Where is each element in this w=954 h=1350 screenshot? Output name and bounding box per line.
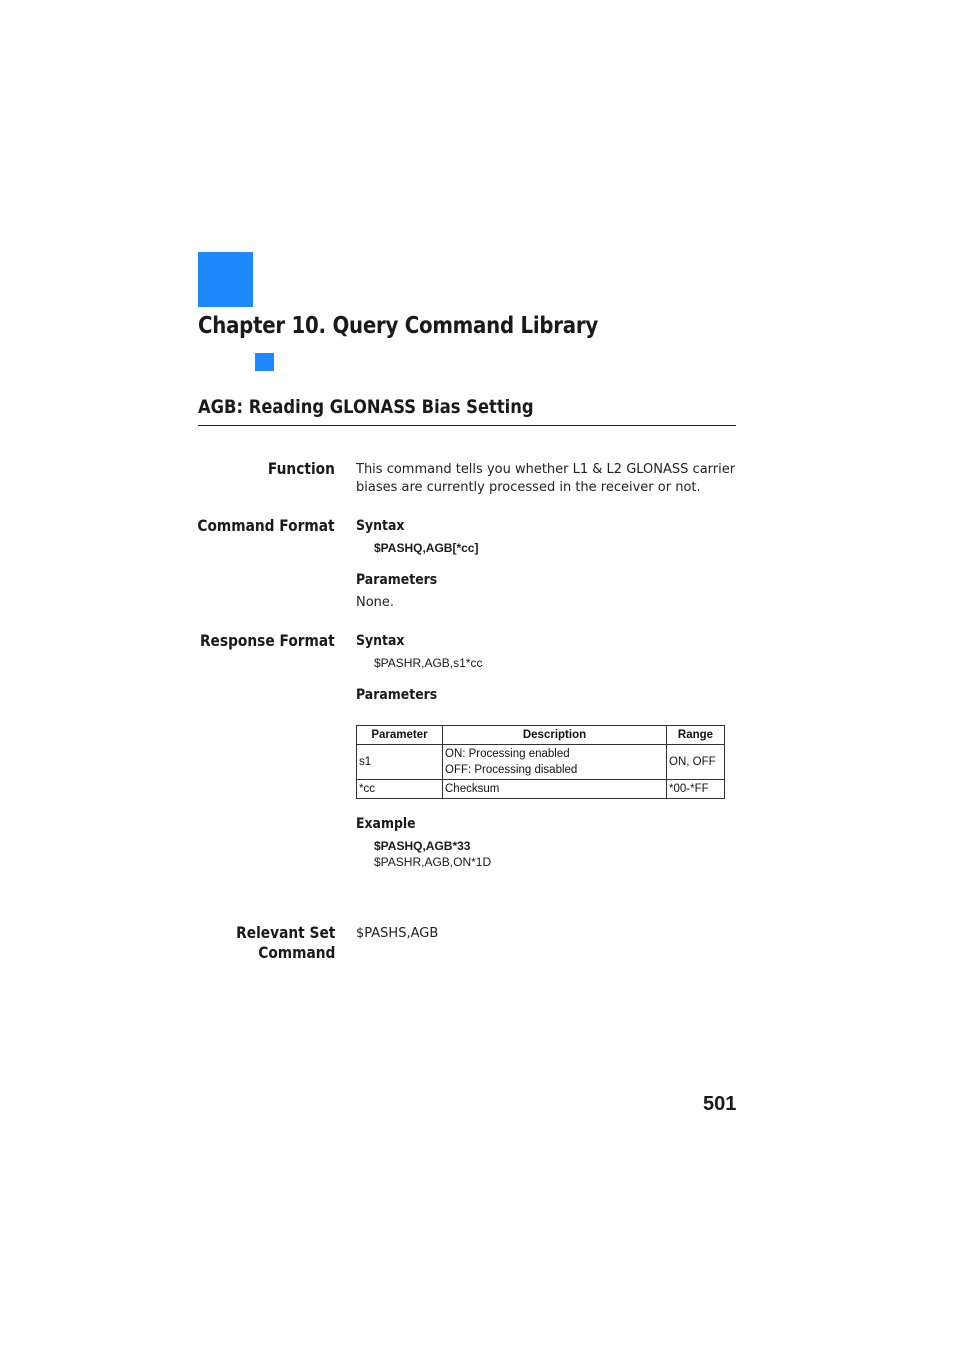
section-title: AGB: Reading GLONASS Bias Setting xyxy=(198,396,534,418)
table-header-cell: Description xyxy=(443,726,667,745)
response-syntax-heading: Syntax xyxy=(356,633,405,649)
table-header-cell: Parameter xyxy=(357,726,443,745)
table-cell-parameter: *cc xyxy=(357,780,443,799)
command-parameters-text: None. xyxy=(356,595,395,610)
parameters-table xyxy=(356,725,725,799)
relevant-set-command-value: $PASHS,AGB xyxy=(356,926,439,941)
section-divider xyxy=(198,425,736,426)
chapter-marker-large xyxy=(198,252,253,307)
example-heading: Example xyxy=(356,816,416,832)
command-parameters-heading: Parameters xyxy=(356,572,438,588)
example-query: $PASHQ,AGB*33 xyxy=(374,839,471,853)
example-response: $PASHR,AGB,ON*1D xyxy=(374,855,492,869)
response-syntax: $PASHR,AGB,s1*cc xyxy=(374,656,483,670)
table-header-cell: Range xyxy=(667,726,725,745)
table-row xyxy=(357,745,725,780)
relevant-set-command-label xyxy=(236,923,335,963)
description-line: OFF: Processing disabled xyxy=(445,764,578,776)
chapter-marker-small xyxy=(255,353,274,371)
command-format-label: Command Format xyxy=(197,516,335,535)
response-format-label: Response Format xyxy=(200,631,335,650)
table-cell-description xyxy=(443,745,667,780)
relevant-label-line: Command xyxy=(257,943,335,962)
command-syntax-heading: Syntax xyxy=(356,518,405,534)
table-cell-range: *00-*FF xyxy=(667,780,725,799)
function-description-line: This command tells you whether L1 & L2 GLONASS carrier xyxy=(356,462,736,477)
table-cell-range: ON, OFF xyxy=(667,745,725,780)
relevant-label-line: Relevant Set xyxy=(235,923,335,942)
table-cell-description: Checksum xyxy=(443,780,667,799)
response-parameters-heading: Parameters xyxy=(356,687,438,703)
table-row xyxy=(357,780,725,799)
page-number: 501 xyxy=(703,1093,737,1115)
function-description xyxy=(356,461,735,497)
description-line: ON: Processing enabled xyxy=(445,748,570,760)
function-description-line: biases are currently processed in the receiver or not. xyxy=(356,480,701,495)
chapter-title: Chapter 10. Query Command Library xyxy=(198,313,598,339)
table-cell-parameter: s1 xyxy=(357,745,443,780)
command-syntax: $PASHQ,AGB[*cc] xyxy=(374,541,479,555)
table-header-row xyxy=(357,726,725,745)
function-label: Function xyxy=(267,459,335,478)
